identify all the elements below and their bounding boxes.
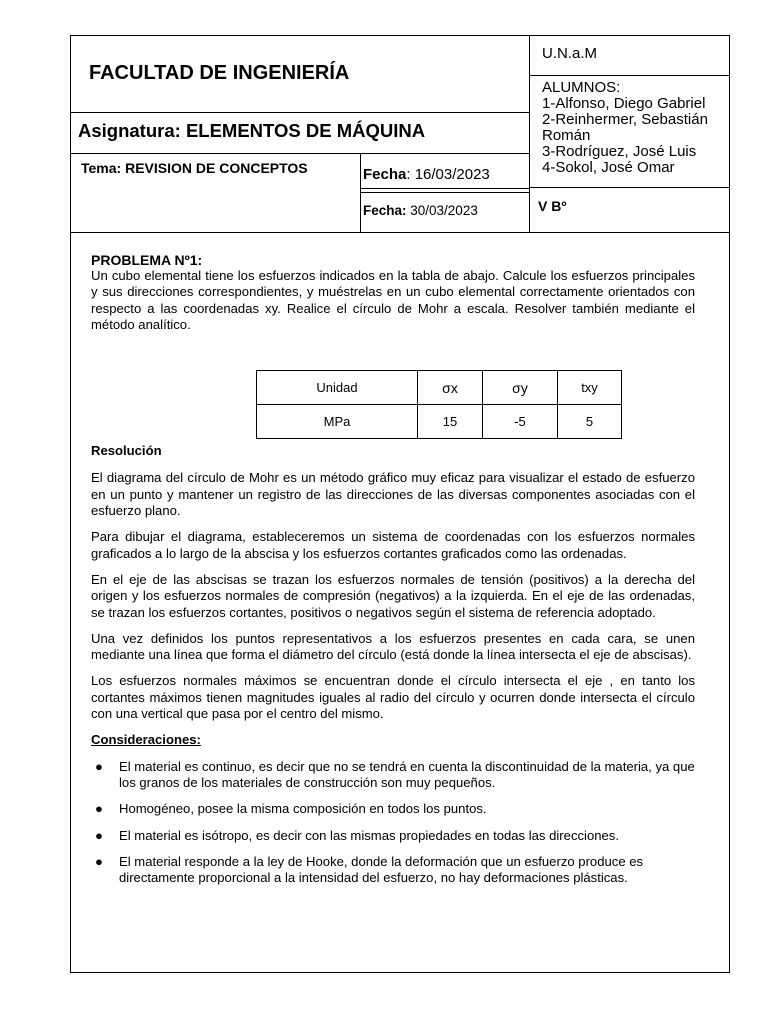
divider <box>71 112 529 113</box>
divider <box>529 187 729 188</box>
students-block <box>542 80 708 176</box>
document-page <box>70 35 730 973</box>
topic-name: REVISION DE CONCEPTOS <box>125 160 308 176</box>
divider <box>361 188 529 189</box>
student-line: Román <box>542 127 591 144</box>
divider <box>529 36 530 232</box>
table-header-cell: txy <box>558 371 622 405</box>
table-cell: MPa <box>257 405 418 439</box>
list-item-text: Homogéneo, posee la misma composición en todos los puntos. <box>119 801 487 817</box>
date-1-label: Fecha <box>363 166 407 183</box>
considerations-list <box>91 759 695 887</box>
bullet-icon: ● <box>95 827 103 843</box>
list-item <box>91 801 695 817</box>
considerations-title: Consideraciones: <box>91 732 201 748</box>
resolution-paragraph: El diagrama del círculo de Mohr es un método gráfico muy eficaz para visualizar el estado de esfuerzo en un punto y mantener un registro de las direcciones de las diversas componentes asociadas con el esfuerzo plano. <box>91 470 695 519</box>
bullet-icon: ● <box>95 853 103 869</box>
table-spacer <box>91 333 695 443</box>
document-body <box>91 253 695 886</box>
resolution-title: Resolución <box>91 443 162 459</box>
resolution-paragraph: Para dibujar el diagrama, estableceremos un sistema de coordenadas con los esfuerzos normales graficados a lo largo de la abscisa y los esfuerzos cortantes graficados como las ordenadas. <box>91 529 695 561</box>
divider <box>361 192 529 193</box>
table-header-cell: Unidad <box>257 371 418 405</box>
student-line: 3-Rodríguez, José Luis <box>542 143 697 160</box>
date-1 <box>363 166 490 183</box>
table-cell: -5 <box>483 405 558 439</box>
table-cell: 5 <box>558 405 622 439</box>
student-line: 2-Reinhermer, Sebastián <box>542 111 708 128</box>
list-item <box>91 828 695 844</box>
divider <box>71 232 729 233</box>
list-item <box>91 759 695 792</box>
bullet-icon: ● <box>95 801 103 817</box>
student-line: 4-Sokol, José Omar <box>542 159 675 176</box>
students-label: ALUMNOS: <box>542 79 621 96</box>
date-1-value: : 16/03/2023 <box>406 166 490 183</box>
resolution-paragraph: En el eje de las abscisas se trazan los esfuerzos normales de tensión (positivos) a la derecha del origen y los esfuerzos normales de compresión (negativos) a la izquierda. En el eje de las ordenadas, se trazan los esfuerzos cortantes, positivos o negativos según el sistema de referencia adoptado. <box>91 571 695 620</box>
date-2 <box>363 203 478 218</box>
approval-label: V Bº <box>538 198 567 214</box>
subject-name: ELEMENTOS DE MÁQUINA <box>185 120 426 141</box>
topic-label: Tema: <box>81 160 126 176</box>
table-header-cell: σx <box>418 371 483 405</box>
divider <box>529 75 729 76</box>
subject-line <box>78 120 425 142</box>
resolution-paragraph: Una vez definidos los puntos representativos a los esfuerzos presentes en cada cara, se unen mediante una línea que forma el diámetro del círculo (está donde la línea intersecta el eje de abscisas). <box>91 630 695 663</box>
problem-title: PROBLEMA Nº1: <box>91 252 203 268</box>
topic-line <box>81 160 308 176</box>
table-header-cell: σy <box>483 371 558 405</box>
divider <box>360 153 361 232</box>
problem-statement: Un cubo elemental tiene los esfuerzos indicados en la tabla de abajo. Calcule los esfuerzos principales y sus direcciones correspondientes, y muéstrelas en un cubo elemental correctamente orientados con respecto a las coordenadas xy. Realice el círculo de Mohr a escala. Resolver también mediante el método analítico. <box>91 268 695 332</box>
subject-label: Asignatura: <box>78 120 186 141</box>
date-2-label: Fecha: <box>363 203 407 218</box>
table-cell: 15 <box>418 405 483 439</box>
resolution-paragraph: Los esfuerzos normales máximos se encuentran donde el círculo intersecta el eje , en tanto los cortantes máximos tienen magnitudes iguales al radio del círculo y ocurren donde intersecta el círculo con una vertical que pasa por el centro del mismo. <box>91 673 695 722</box>
list-item-text: El material es isótropo, es decir con las mismas propiedades en todas las direcciones. <box>119 827 619 843</box>
student-line: 1-Alfonso, Diego Gabriel <box>542 95 706 112</box>
list-item-text: El material es continuo, es decir que no se tendrá en cuenta la discontinuidad de la materia, ya que los granos de los materiales de construcción son muy pequeños. <box>119 758 695 790</box>
bullet-icon: ● <box>95 758 103 774</box>
list-item <box>91 854 695 887</box>
university-name: U.N.a.M <box>542 45 598 62</box>
divider <box>71 153 529 154</box>
faculty-title: FACULTAD DE INGENIERÍA <box>89 62 350 84</box>
list-item-text: El material responde a la ley de Hooke, donde la deformación que un esfuerzo produce es directamente proporcional a la intensidad del esfuerzo, no hay deformaciones plásticas. <box>119 853 644 886</box>
date-2-value: 30/03/2023 <box>406 203 478 218</box>
